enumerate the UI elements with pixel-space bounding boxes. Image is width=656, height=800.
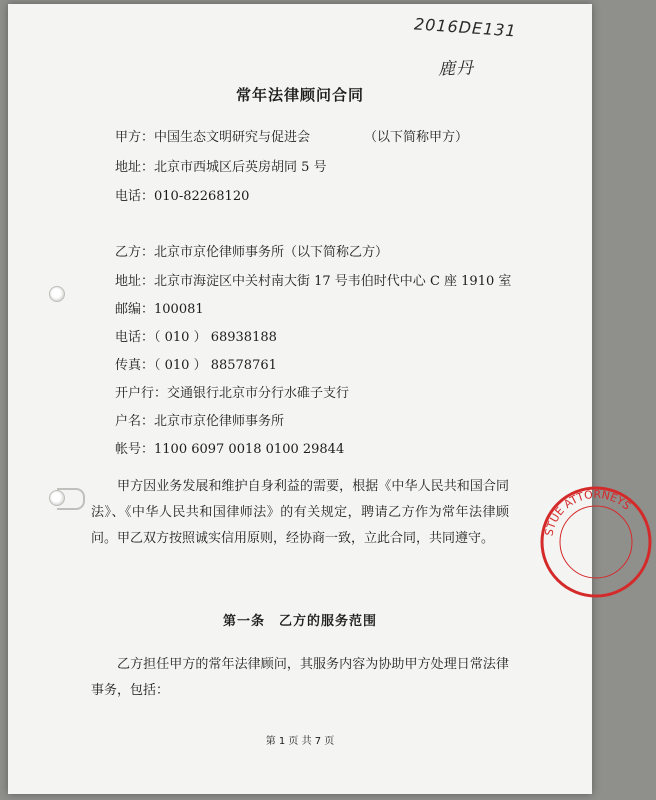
party-b-address: 地址：北京市海淀区中关村南大街 17 号韦伯时代中心 C 座 1910 室 [115,274,512,289]
page-footer: 第 1 页 共 7 页 [265,736,335,747]
party-a-phone: 电话：010-82268120 [115,189,250,204]
handwritten-file-number: 2016DE131 [413,14,518,41]
document-page [8,4,634,794]
party-b-fax: 传真：（ 010 ） 88578761 [115,358,277,373]
staple-clip [57,488,85,510]
contract-title: 常年法律顾问合同 [235,86,364,104]
party-b-postcode: 邮编：100081 [115,302,204,317]
party-a-address: 地址：北京市西城区后英房胡同 5 号 [115,160,327,175]
section-1-paragraph: 乙方担任甲方的常年法律顾问，其服务内容为协助甲方处理日常法律事务，包括： [91,657,509,698]
law-firm-seal-stamp [536,482,656,602]
stamp-inner-ring [560,506,632,578]
party-b-account-number: 帐号：1100 6097 0018 0100 29844 [115,442,345,457]
party-a-name: 甲方：中国生态文明研究与促进会 [115,130,311,145]
stamp-outer-ring [542,488,650,596]
stamp-text: STUE ATTORNEYS [542,487,634,538]
party-b-bank: 开户行：交通银行北京市分行水碓子支行 [115,386,350,401]
party-b-account-name: 户名：北京市京伦律师事务所 [115,414,285,429]
punch-hole-top [49,286,65,302]
section-1-heading: 第一条 乙方的服务范围 [222,614,377,629]
party-b-phone: 电话：（ 010 ） 68938188 [115,330,277,345]
party-a-abbrev: （以下简称甲方） [364,130,469,145]
party-b-name: 乙方：北京市京伦律师事务所（以下简称乙方） [115,245,389,260]
intro-paragraph: 甲方因业务发展和维护自身利益的需要，根据《中华人民共和国合同法》、《中华人民共和国律师法》的有关规定，聘请乙方作为常年法律顾问。甲乙双方按照诚实信用原则，经协商一致，立此合同，共同遵守。 [91,479,509,546]
handwritten-signature: 鹿丹 [437,58,475,80]
